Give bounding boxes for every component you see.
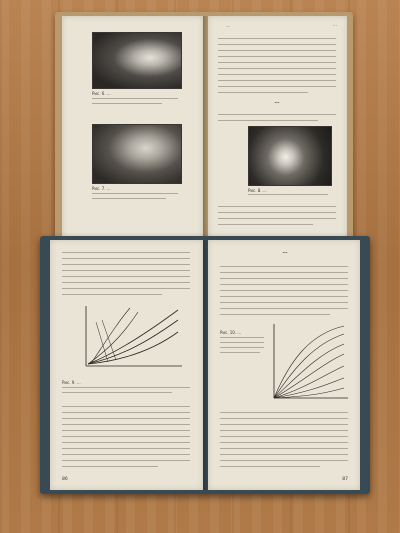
photo-1-caption: Рис. 6. ... <box>92 91 111 96</box>
micrograph-photo-1 <box>92 32 182 89</box>
figure-caption: Рис. 10. ... <box>220 330 242 335</box>
micrograph-photo-3 <box>248 126 332 186</box>
fan-curves-figure <box>270 320 350 402</box>
page-number: 87 <box>342 477 348 482</box>
page-header: ... <box>226 23 230 28</box>
figure-caption: Рис. 9. ... <box>62 380 81 385</box>
page-number: 86 <box>62 477 68 482</box>
bottom-book-right-page <box>208 240 360 490</box>
diffusion-curves-figure <box>78 302 188 374</box>
bottom-book-left-page <box>50 240 203 490</box>
top-book-right-page <box>208 16 347 241</box>
page-number: ... <box>332 23 337 28</box>
top-book-left-page <box>62 16 203 241</box>
photo-3-caption: Рис. 8. ... <box>248 188 267 193</box>
micrograph-photo-2 <box>92 124 182 184</box>
photo-2-caption: Рис. 7. ... <box>92 186 111 191</box>
section-heading: ... <box>274 100 280 105</box>
section-heading: ... <box>282 250 288 255</box>
